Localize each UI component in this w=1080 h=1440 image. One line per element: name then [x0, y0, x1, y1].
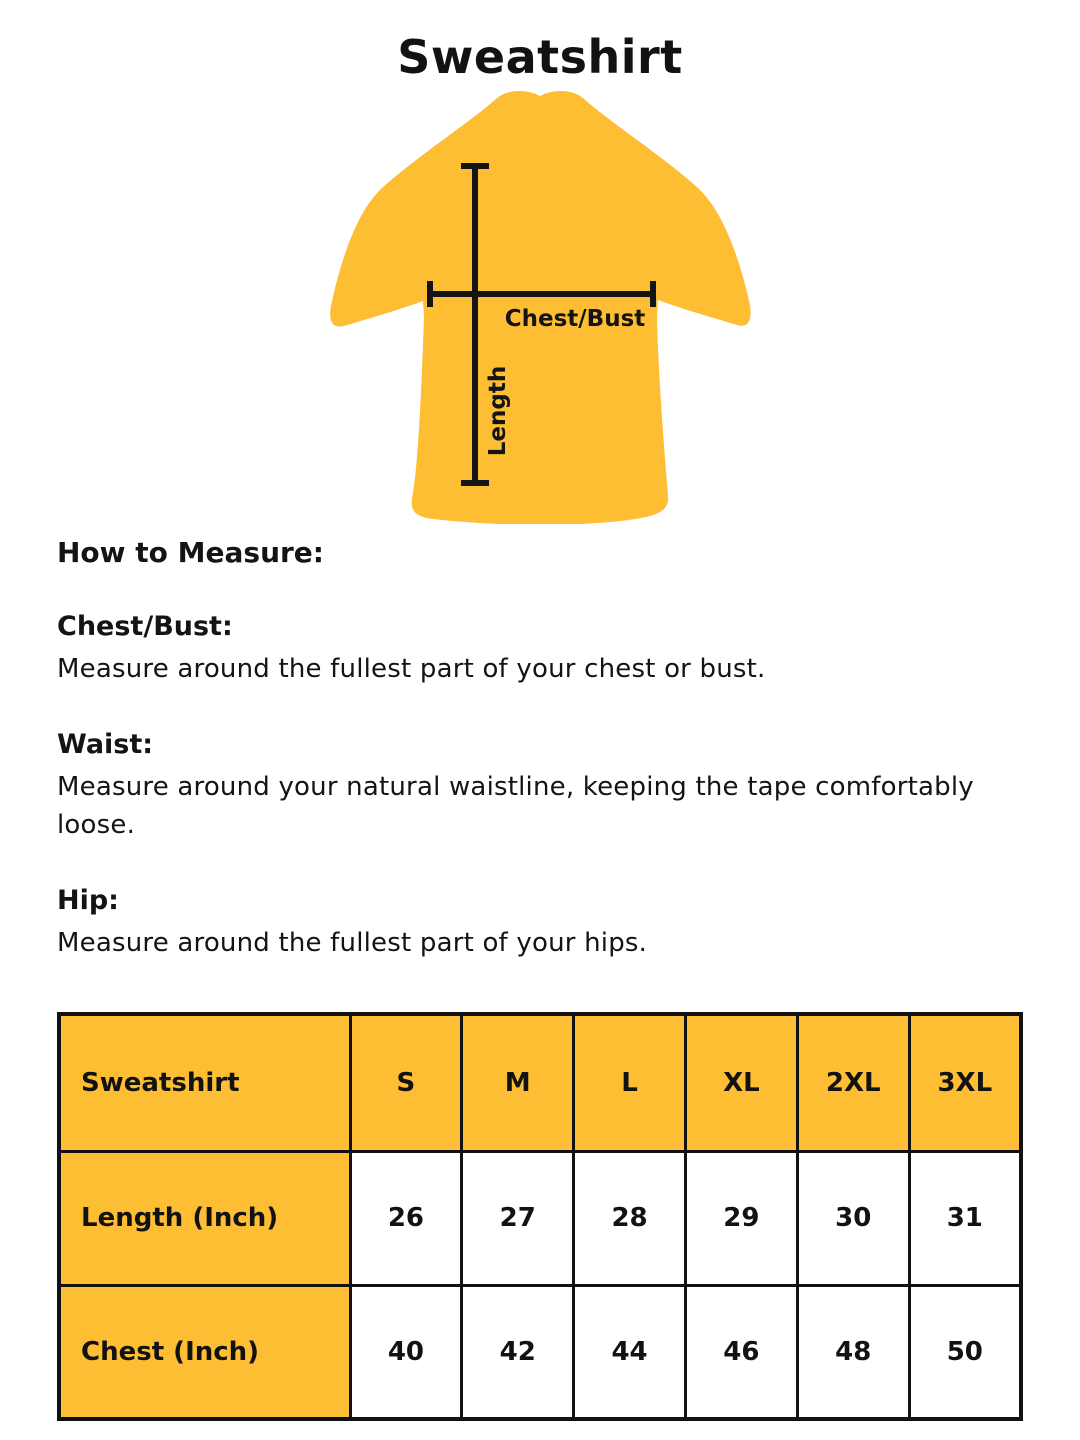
- size-col-header-xl: XL: [685, 1014, 797, 1151]
- chest-row: [59, 1285, 1021, 1419]
- section-hip: [57, 884, 1023, 962]
- chest-value-s: 40: [350, 1285, 462, 1419]
- hip-section-label: Hip:: [57, 885, 119, 916]
- length-value-2xl: 30: [797, 1151, 909, 1285]
- size-col-header-3xl: 3XL: [909, 1014, 1021, 1151]
- shirt-diagram-svg: [320, 86, 760, 524]
- chest-bust-label: Chest/Bust: [504, 306, 646, 332]
- waist-section-text-line2: loose.: [57, 810, 136, 840]
- length-value-l: 28: [574, 1151, 686, 1285]
- chest-value-xl: 46: [685, 1285, 797, 1419]
- waist-section-label: Waist:: [57, 729, 154, 760]
- page-title: Sweatshirt: [397, 30, 683, 84]
- chest-bust-section-label: Chest/Bust:: [57, 611, 233, 642]
- length-row-label: Length (Inch): [59, 1151, 350, 1285]
- size-table-product-header: Sweatshirt: [59, 1014, 350, 1151]
- waist-section-text-line1: Measure around your natural waistline, keeping the tape comfortably: [57, 772, 974, 802]
- length-label: Length: [485, 365, 511, 457]
- how-to-measure-content: [57, 536, 1023, 962]
- length-value-m: 27: [462, 1151, 574, 1285]
- length-row: [59, 1151, 1021, 1285]
- hip-section-text: Measure around the fullest part of your hips.: [57, 928, 648, 958]
- section-chest-bust: [57, 610, 1023, 688]
- size-col-header-m: M: [462, 1014, 574, 1151]
- chest-value-2xl: 48: [797, 1285, 909, 1419]
- chest-value-l: 44: [574, 1285, 686, 1419]
- chest-bust-section-text: Measure around the fullest part of your chest or bust.: [57, 654, 766, 684]
- section-waist: [57, 728, 1023, 844]
- shirt-measurement-diagram: [0, 86, 1080, 524]
- chest-value-3xl: 50: [909, 1285, 1021, 1419]
- size-col-header-l: L: [574, 1014, 686, 1151]
- chest-value-m: 42: [462, 1285, 574, 1419]
- how-to-measure-heading: How to Measure:: [57, 536, 324, 569]
- size-col-header-s: S: [350, 1014, 462, 1151]
- chest-row-label: Chest (Inch): [59, 1285, 350, 1419]
- length-value-s: 26: [350, 1151, 462, 1285]
- size-chart-table: [57, 1012, 1023, 1421]
- size-col-header-2xl: 2XL: [797, 1014, 909, 1151]
- length-value-xl: 29: [685, 1151, 797, 1285]
- size-table-header-row: [59, 1014, 1021, 1151]
- length-value-3xl: 31: [909, 1151, 1021, 1285]
